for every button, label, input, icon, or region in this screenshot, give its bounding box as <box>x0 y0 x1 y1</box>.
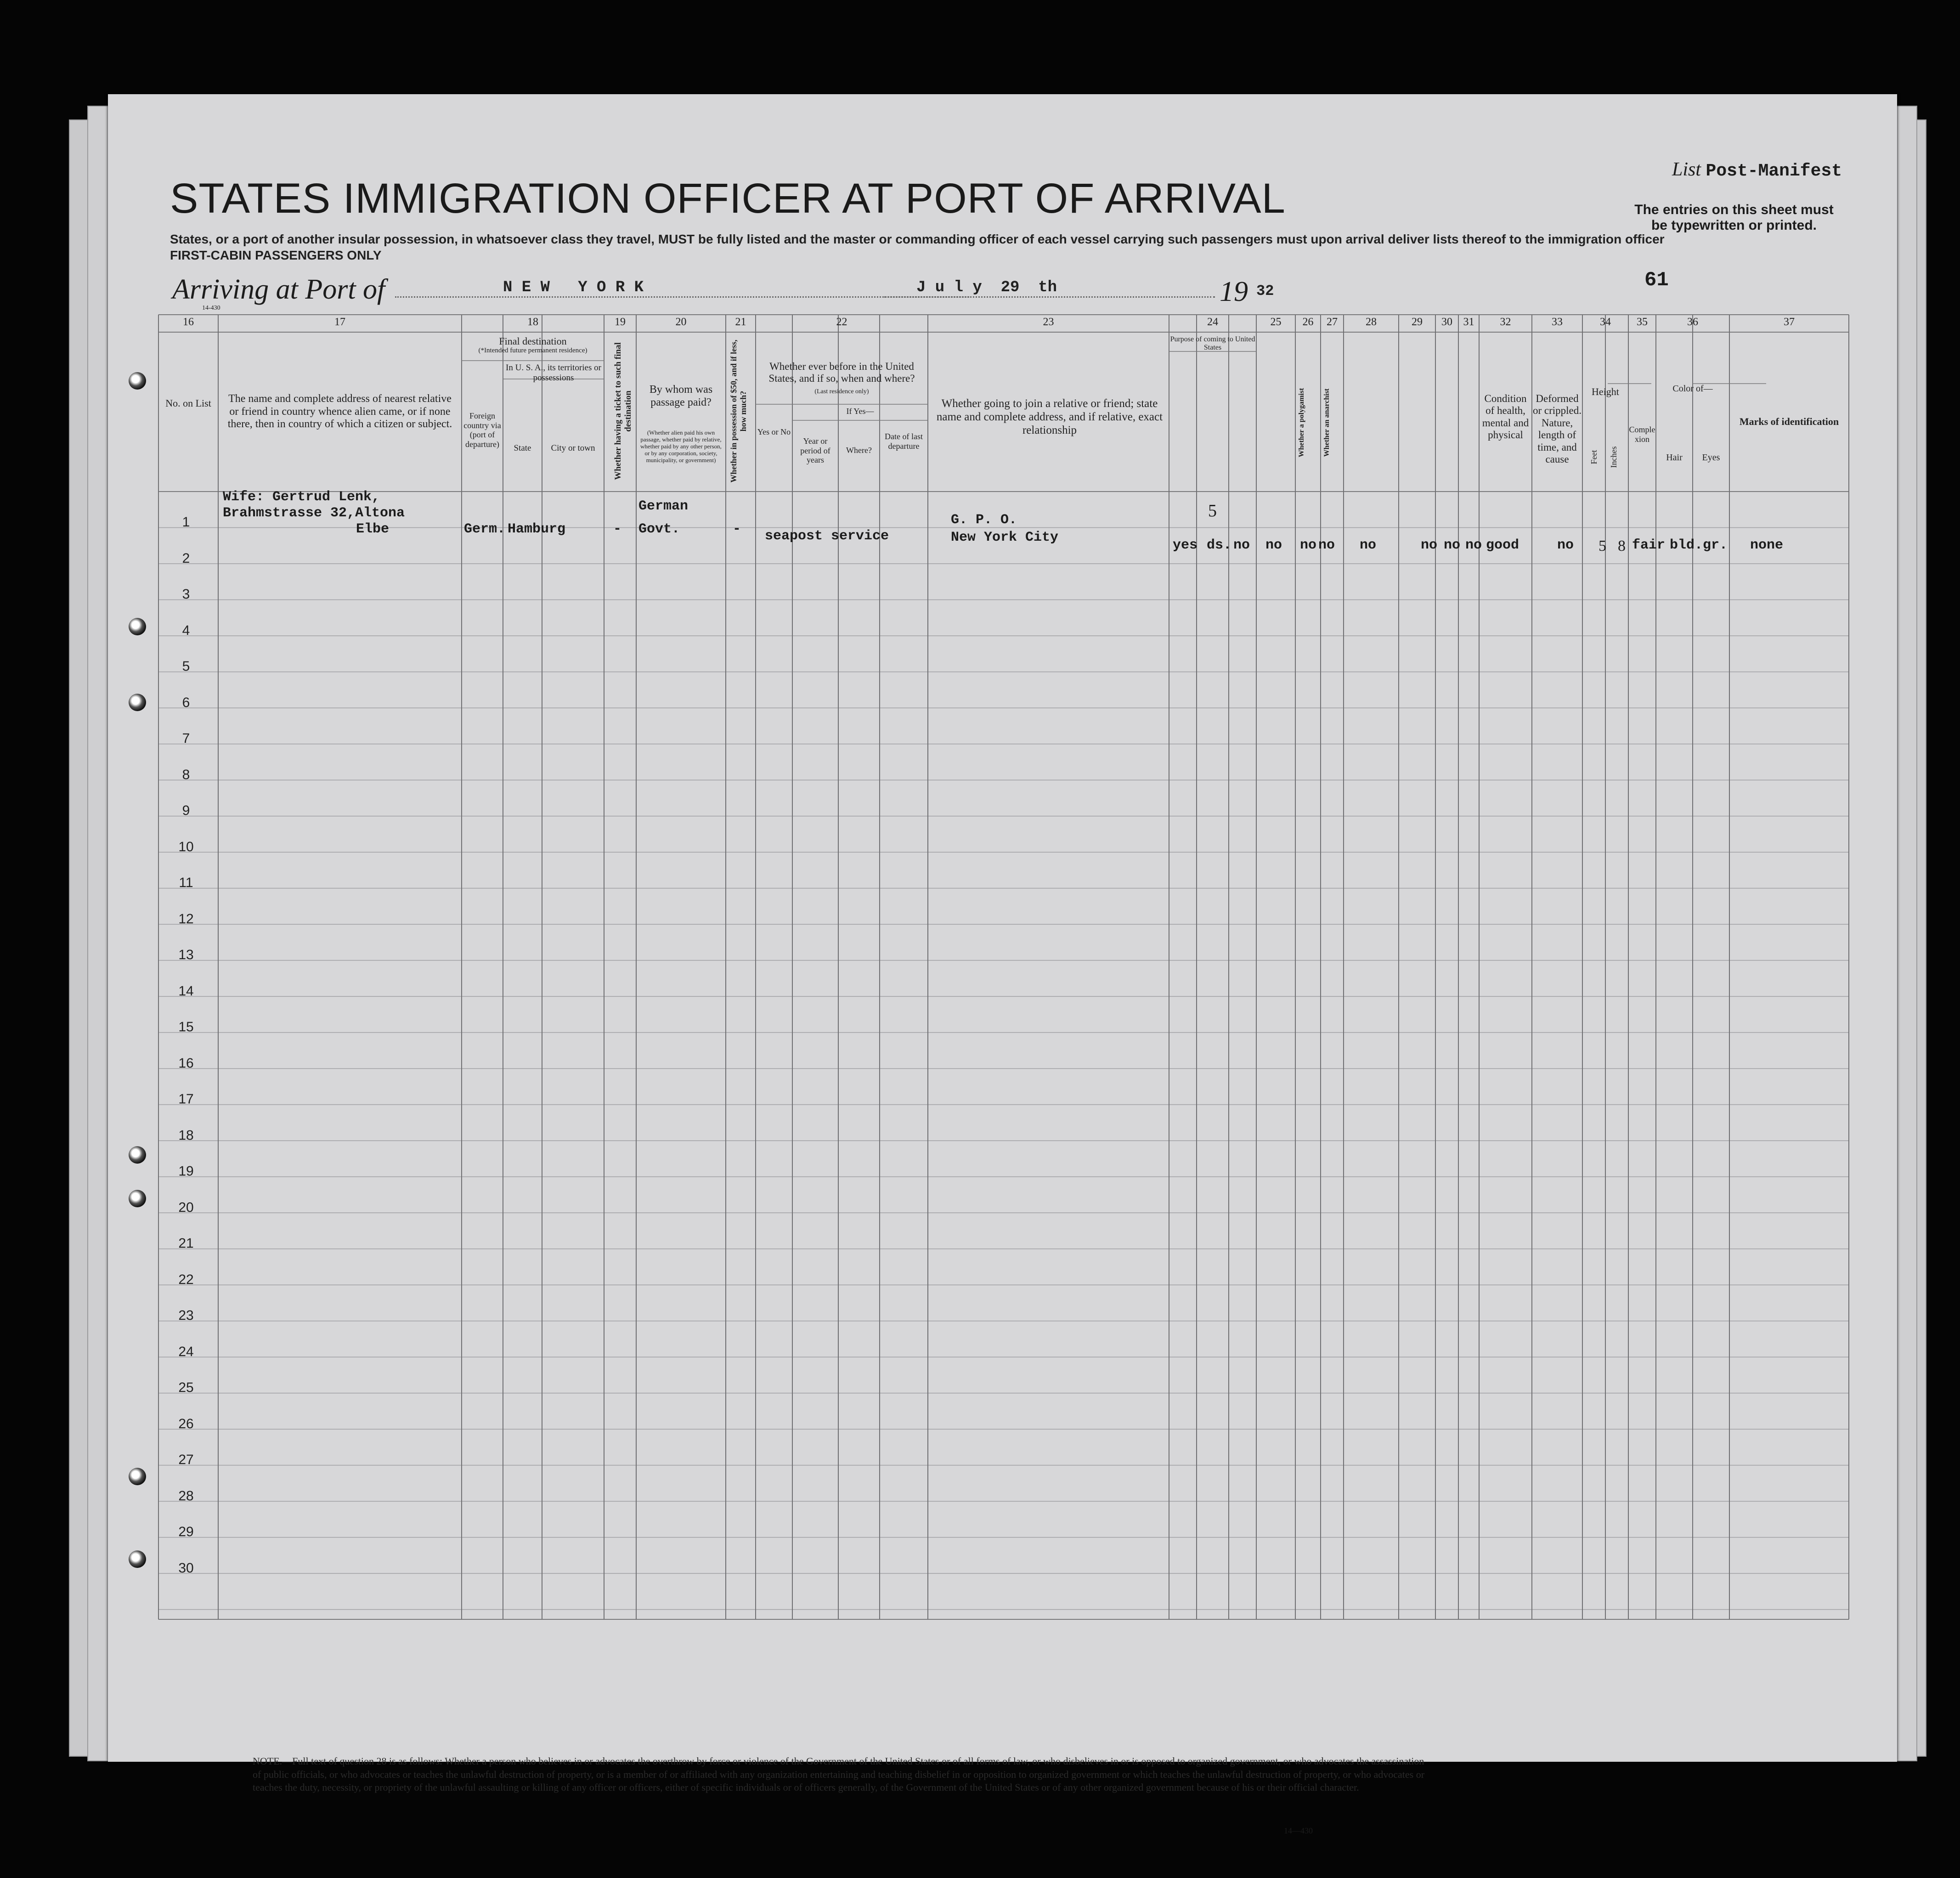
row1-join-line1: G. P. O. <box>951 512 1017 528</box>
row-number: 16 <box>178 1055 194 1071</box>
row-number: 9 <box>182 803 190 818</box>
row-number: 26 <box>178 1416 194 1431</box>
row-number: 11 <box>179 875 193 890</box>
colnum-19: 19 <box>615 316 626 328</box>
colnum-21: 21 <box>735 316 746 328</box>
row-number: 14 <box>178 983 194 999</box>
footer-form-code: 14—430 <box>1284 1826 1313 1835</box>
binder-hole <box>129 1146 146 1164</box>
header-feet: Feet <box>1589 450 1599 464</box>
row1-relative-line2: Brahmstrasse 32,Altona <box>223 505 405 521</box>
header-condition: Condition of health, mental and physical <box>1482 393 1529 441</box>
colnum-30: 30 <box>1441 316 1452 328</box>
row-number: 20 <box>178 1199 194 1215</box>
header-fifty-dollars: Whether in possession of $50, and if less, how much? <box>729 339 748 483</box>
header-color-of: Color of— <box>1672 384 1713 394</box>
header-purpose: Purpose of coming to United States <box>1170 335 1255 352</box>
row1-citizen: no <box>1233 537 1250 553</box>
row-number: 21 <box>178 1236 194 1251</box>
header-join-relative: Whether going to join a relative or friend; state name and complete address, and if relative, exact relationship <box>936 397 1163 436</box>
sheet-number: 61 <box>1644 269 1669 292</box>
header-height: Height <box>1592 386 1619 397</box>
row1-ever-before: seapost service <box>765 528 889 544</box>
header-complexion: Complexion <box>1629 425 1655 444</box>
binder-hole <box>129 1468 146 1485</box>
row1-passage-line2: Govt. <box>638 521 680 537</box>
binder-hole <box>129 1550 146 1568</box>
colnum-20: 20 <box>675 316 687 328</box>
header-deformed: Deformed or crippled. Nature, length of time, and cause <box>1532 393 1582 465</box>
row-number: 12 <box>178 911 194 927</box>
header-if-yes: If Yes— <box>846 407 874 416</box>
row1-marks: none <box>1750 537 1784 553</box>
header-state: State <box>514 443 531 453</box>
row-number: 13 <box>178 947 194 962</box>
header-no-on-list: No. on List <box>165 397 211 409</box>
row1-length: ds. <box>1207 537 1232 553</box>
class-line: FIRST-CABIN PASSENGERS ONLY <box>170 248 382 262</box>
row-number: 29 <box>178 1524 194 1539</box>
list-value: Post-Manifest <box>1706 161 1842 181</box>
colnum-28: 28 <box>1366 316 1377 328</box>
row1-c27: no <box>1318 537 1335 553</box>
row-number: 5 <box>182 659 190 674</box>
row1-c26: no <box>1300 537 1317 553</box>
header-ever-before-note: (Last residence only) <box>814 388 869 395</box>
colnum-29: 29 <box>1412 316 1423 328</box>
table-grid <box>108 94 1897 1762</box>
row1-deformed: no <box>1557 537 1574 553</box>
row-number: 10 <box>178 839 194 854</box>
row-number: 19 <box>178 1164 194 1179</box>
row1-complexion: fair <box>1632 537 1666 553</box>
row1-health: good <box>1486 537 1519 553</box>
row1-foreign-country: Germ. <box>464 521 506 537</box>
binder-hole <box>129 372 146 390</box>
header-foreign-country: Foreign country via (port of departure) <box>463 411 501 449</box>
header-inches: Inches <box>1609 446 1618 468</box>
row-number: 2 <box>182 550 190 566</box>
form-code: 14-430 <box>202 305 220 311</box>
header-date-departure: Date of last departure <box>885 432 923 451</box>
row-number: 17 <box>178 1092 194 1107</box>
header-where: Where? <box>846 446 872 455</box>
manifest-sheet <box>108 94 1897 1835</box>
binder-hole <box>129 694 146 711</box>
colnum-31: 31 <box>1463 316 1474 328</box>
row-number: 3 <box>182 587 190 602</box>
colnum-25: 25 <box>1270 316 1282 328</box>
row-number: 1 <box>182 515 190 530</box>
row1-c30: no <box>1444 537 1461 553</box>
header-polygamist: Whether a polygamist <box>1298 388 1305 458</box>
row1-fifty: - <box>733 521 741 537</box>
colnum-33: 33 <box>1552 316 1563 328</box>
colnum-23: 23 <box>1043 316 1054 328</box>
row-number: 8 <box>182 767 190 782</box>
binder-hole <box>129 618 146 635</box>
colnum-34: 34 <box>1600 316 1611 328</box>
row1-city: Hamburg <box>508 521 566 537</box>
row-number: 24 <box>178 1344 194 1359</box>
colnum-26: 26 <box>1302 316 1314 328</box>
page-title: STATES IMMIGRATION OFFICER AT PORT OF ARRIVAL <box>170 175 1286 222</box>
header-in-usa: In U. S. A., its territories or possessions <box>506 363 601 383</box>
colnum-17: 17 <box>334 316 345 328</box>
colnum-22: 22 <box>836 316 847 328</box>
row-number: 15 <box>178 1019 194 1035</box>
colnum-18: 18 <box>527 316 538 328</box>
colnum-36: 36 <box>1687 316 1698 328</box>
row1-join-line2: New York City <box>951 530 1059 545</box>
colnum-32: 32 <box>1500 316 1511 328</box>
header-hair: Hair <box>1666 453 1683 463</box>
date-value: J u l y 29 th <box>916 279 1057 296</box>
row1-relative-line1: Wife: Gertrud Lenk, <box>223 489 380 505</box>
year-prefix: 19 <box>1220 276 1248 307</box>
row1-feet: 5 <box>1599 537 1606 554</box>
entries-note: The entries on this sheet must be typewritten or printed. <box>1634 202 1834 233</box>
year-suffix: 32 <box>1256 283 1274 300</box>
row-number: 6 <box>182 695 190 710</box>
header-passage-paid-note: (Whether alien paid his own passage, whether paid by relative, whether paid by any other person, or by any corporation, society, municipality, or government) <box>640 429 722 464</box>
header-period: Year or period of years <box>800 436 830 465</box>
row-number: 7 <box>182 731 190 746</box>
footnote-question-28: NOTE.—Full text of question 28 is as follows: Whether a person who believes in or advocates the overthrow by force or violence of the Government of the United States or of all forms of law, or who disbelieves in or is opposed to organized government, or who advocates the assassination of public officials, or who advocates or teaches the unlawful destruction of property, or is a member of or affiliated with any organization entertaining and teaching disbelief in or opposition to organized government or which teaches the unlawful destruction of property, or who advocates or teaches the duty, necessity, or propriety of the unlawful assaulting or killing of any officer or officers, either of specific individuals or of officers generally, of the Government of the United States or of any other organized government because of his or their official character. <box>253 1755 1425 1793</box>
row1-length-number: 5 <box>1208 501 1217 520</box>
row-number: 27 <box>178 1452 194 1467</box>
header-relative-address: The name and complete address of nearest relative or friend in country whence alien came, or if none there, then in country of which a citizen or subject. <box>227 393 452 430</box>
row1-c29: no <box>1421 537 1438 553</box>
list-label: List Post-Manifest <box>1672 159 1842 181</box>
header-marks: Marks of identification <box>1739 416 1839 427</box>
subtitle: States, or a port of another insular possession, in whatsoever class they travel, MUST be fully listed and the master or commanding officer of each vessel carrying such passengers must upon arrival deliver lists thereof to the immigration officer <box>170 232 1665 246</box>
row1-ticket: - <box>613 521 622 537</box>
row-number: 25 <box>178 1380 194 1395</box>
header-final-destination-note: (*Intended future permanent residence) <box>478 347 587 354</box>
row1-c25: no <box>1265 537 1282 553</box>
row-number: 4 <box>182 622 190 638</box>
row1-hair-eyes: bld.gr. <box>1670 537 1728 553</box>
header-ticket: Whether having a ticket to such final destination <box>613 342 633 480</box>
colnum-24: 24 <box>1207 316 1218 328</box>
header-final-destination: Final destination <box>499 335 567 347</box>
header-ever-before: Whether ever before in the United States, and if so, when and where? <box>768 361 915 385</box>
colnum-37: 37 <box>1784 316 1795 328</box>
arriving-label: Arriving at Port of <box>172 274 385 305</box>
colnum-35: 35 <box>1637 316 1648 328</box>
row1-inches: 8 <box>1618 537 1626 554</box>
header-passage-paid: By whom was passage paid? <box>649 384 713 408</box>
row1-purpose: yes <box>1173 537 1198 553</box>
row1-passage-line1: German <box>638 498 689 514</box>
row-number: 22 <box>178 1272 194 1287</box>
row-number: 18 <box>178 1127 194 1143</box>
binder-hole <box>129 1190 146 1207</box>
colnum-27: 27 <box>1327 316 1338 328</box>
row-number: 23 <box>178 1308 194 1323</box>
row1-relative-line3: Elbe <box>356 521 390 537</box>
header-city: City or town <box>551 443 595 453</box>
row-number: 30 <box>178 1560 194 1576</box>
row-number: 28 <box>178 1488 194 1504</box>
port-value: N E W Y O R K <box>503 279 644 296</box>
header-eyes: Eyes <box>1702 453 1720 463</box>
row1-c31: no <box>1465 537 1482 553</box>
row1-c28: no <box>1360 537 1377 553</box>
colnum-16: 16 <box>183 316 194 328</box>
header-yes-no: Yes or No <box>757 427 791 436</box>
header-anarchist: Whether an anarchist <box>1323 388 1331 457</box>
